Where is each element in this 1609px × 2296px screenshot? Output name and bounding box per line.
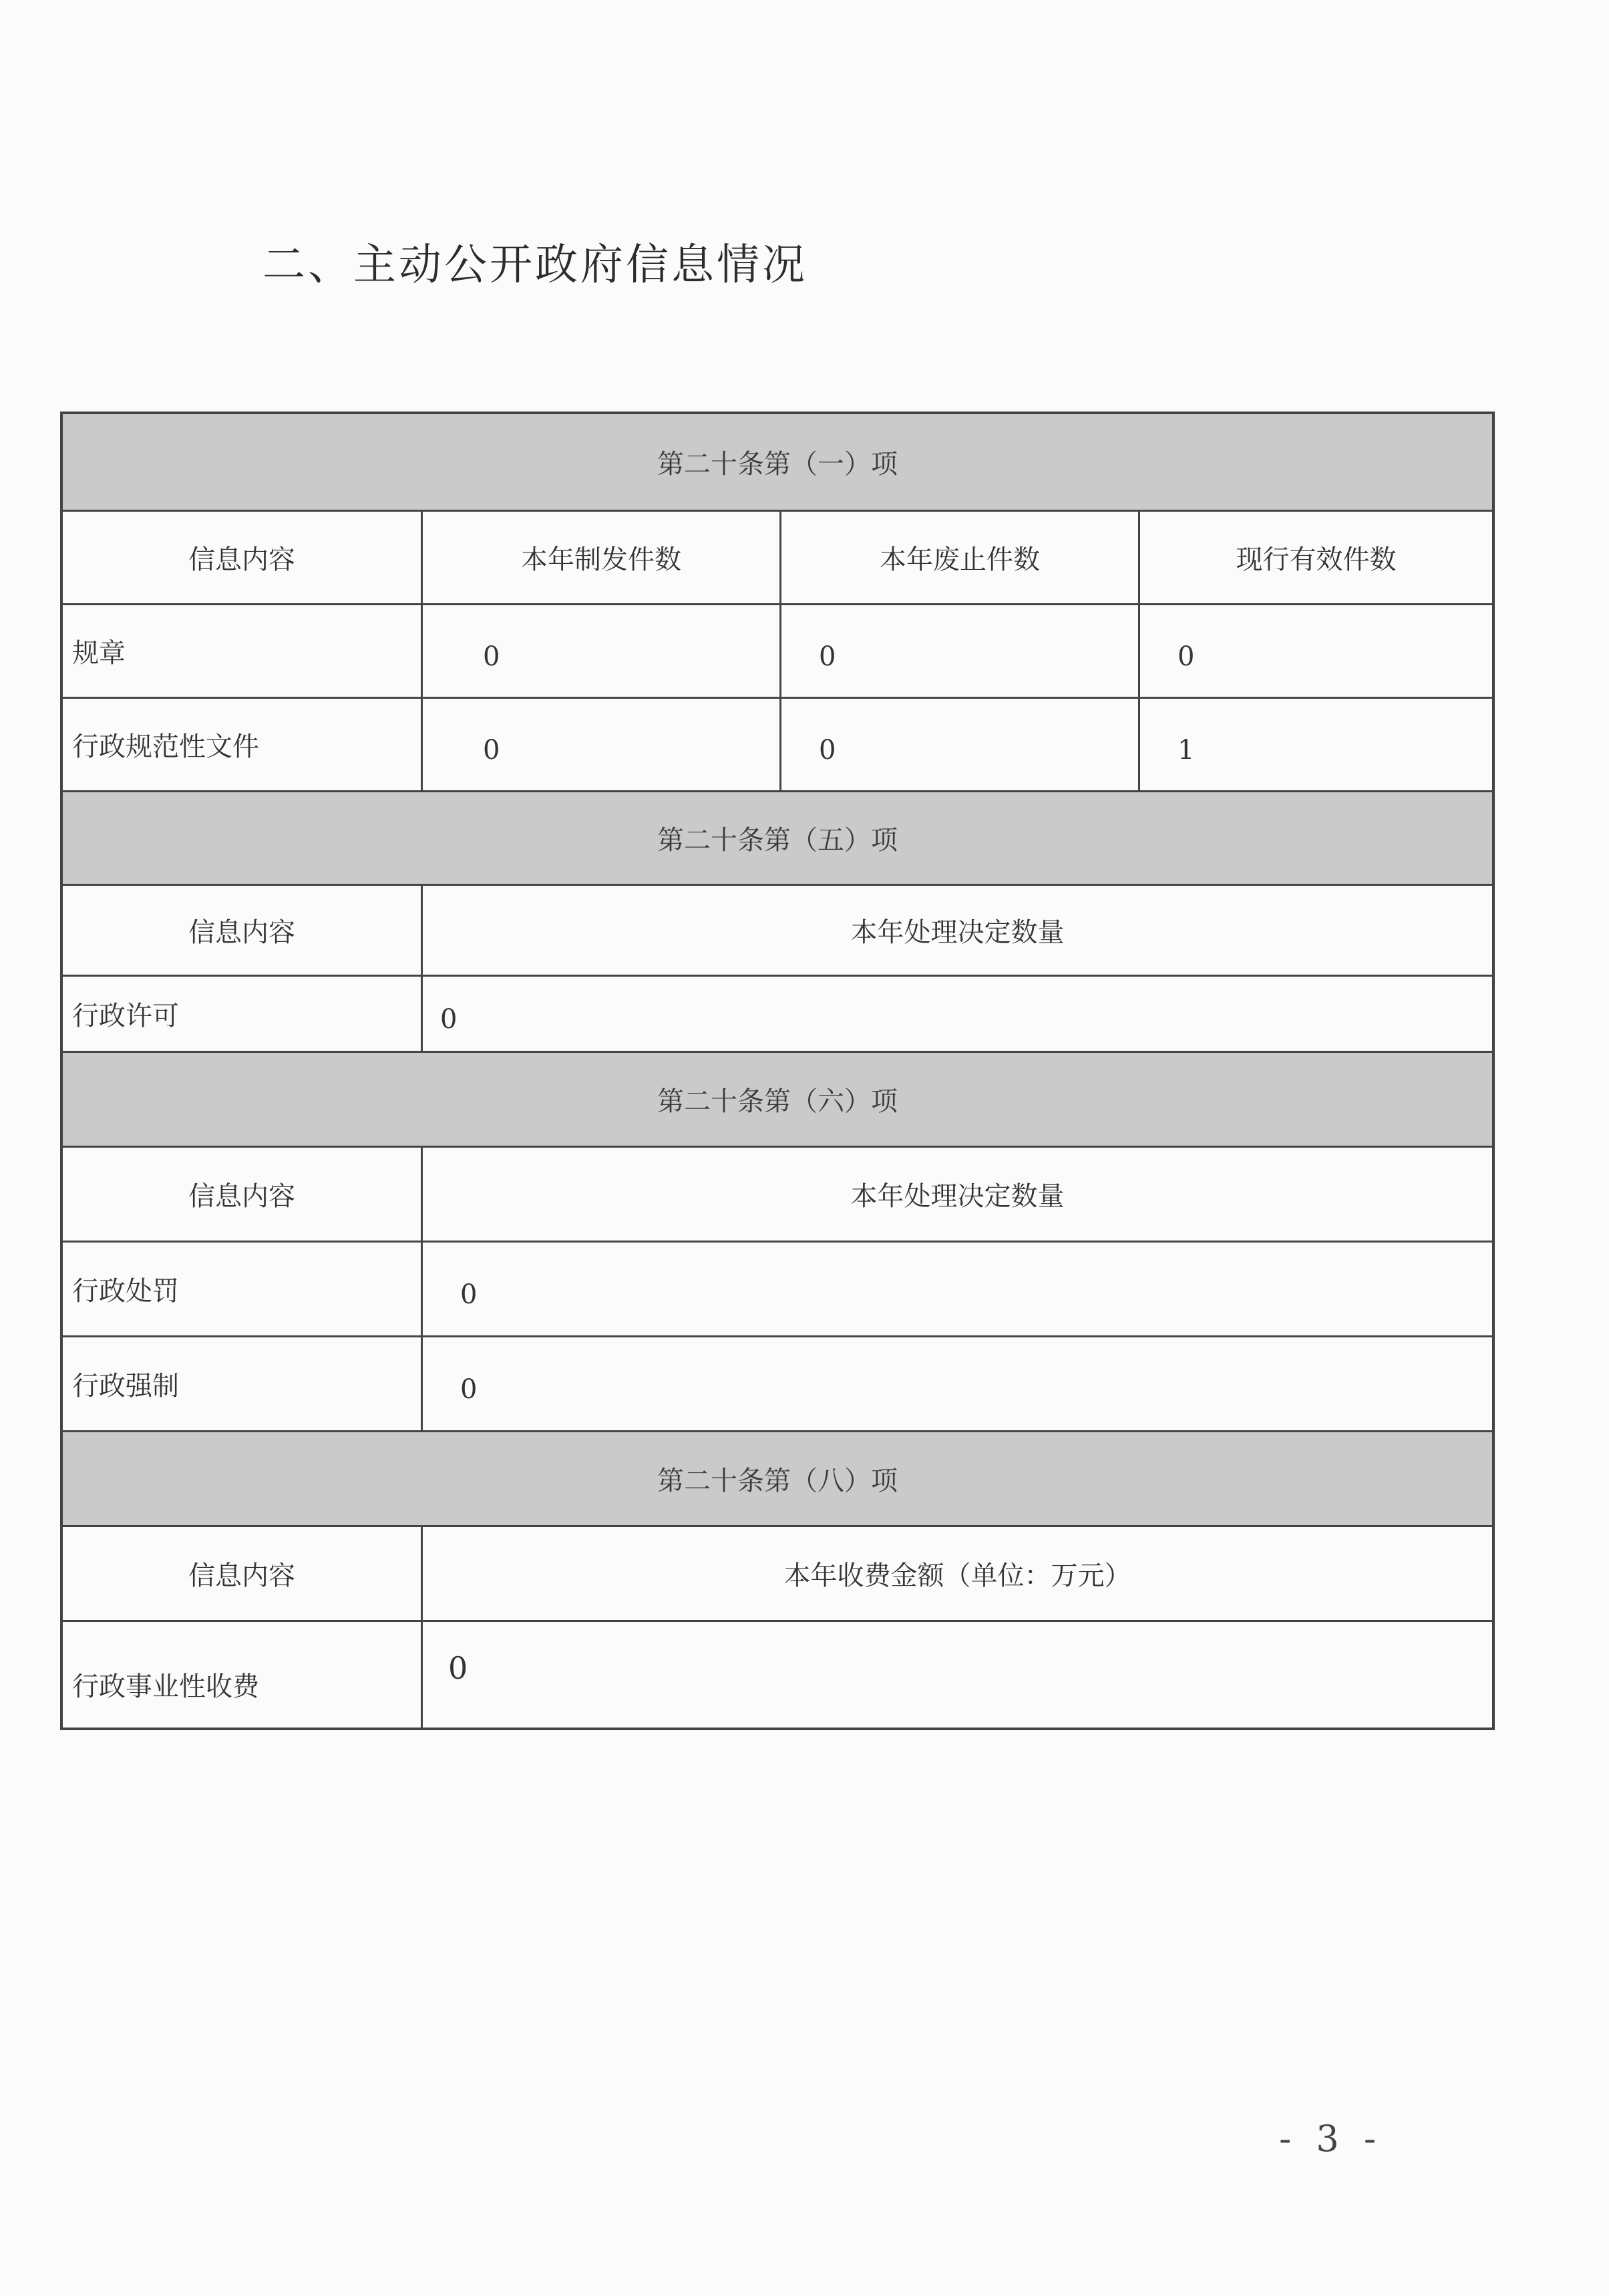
header-cell: 本年收费金额（单位：万元） <box>421 1527 1492 1620</box>
header-cell: 信息内容 <box>188 1181 295 1212</box>
value-cell: 0 <box>421 699 779 790</box>
row-label: 行政强制 <box>72 1371 179 1402</box>
header-row-3 <box>63 1148 1492 1243</box>
table-row <box>63 699 1492 792</box>
section-title-text: 第二十条第（六）项 <box>657 1086 898 1117</box>
value-cell: 0 <box>421 1622 1492 1728</box>
value-cell: 0 <box>1138 605 1492 697</box>
value-cell: 0 <box>779 605 1138 697</box>
value-cell: 0 <box>421 1243 1492 1335</box>
section-title-text: 第二十条第（一）项 <box>657 449 898 480</box>
page-heading: 二、主动公开政府信息情况 <box>262 240 808 290</box>
value-cell: 0 <box>421 1337 1492 1430</box>
table-row <box>63 1243 1492 1337</box>
section-title-2 <box>63 792 1492 886</box>
value-cell: 0 <box>421 605 779 697</box>
header-cell: 本年处理决定数量 <box>421 886 1492 975</box>
section-title-text: 第二十条第（五）项 <box>657 825 898 856</box>
table-row <box>63 605 1492 699</box>
header-cell: 本年废止件数 <box>779 512 1138 603</box>
header-cell: 信息内容 <box>188 917 295 948</box>
header-cell: 本年制发件数 <box>421 512 779 603</box>
row-label: 行政处罚 <box>72 1276 179 1307</box>
header-row-1 <box>63 512 1492 605</box>
header-cell: 信息内容 <box>188 1561 295 1591</box>
header-row-2 <box>63 886 1492 977</box>
table-row <box>63 977 1492 1053</box>
row-label: 行政许可 <box>72 1001 179 1031</box>
row-label: 行政规范性文件 <box>72 731 259 762</box>
value-cell: 0 <box>421 977 1492 1051</box>
row-label: 规章 <box>72 638 126 669</box>
table-row <box>63 1337 1492 1432</box>
header-cell: 本年处理决定数量 <box>421 1148 1492 1241</box>
section-title-3 <box>63 1053 1492 1148</box>
header-cell: 信息内容 <box>188 544 295 575</box>
section-title-4 <box>63 1432 1492 1527</box>
info-disclosure-table <box>60 412 1495 1730</box>
row-label: 行政事业性收费 <box>72 1671 259 1702</box>
page-number: - 3 - <box>1279 2118 1383 2160</box>
header-cell: 现行有效件数 <box>1138 512 1492 603</box>
value-cell: 0 <box>779 699 1138 790</box>
table-row <box>63 1622 1492 1728</box>
section-title-text: 第二十条第（八）项 <box>657 1466 898 1496</box>
header-row-4 <box>63 1527 1492 1622</box>
value-cell: 1 <box>1138 699 1492 790</box>
section-title-1 <box>63 414 1492 512</box>
